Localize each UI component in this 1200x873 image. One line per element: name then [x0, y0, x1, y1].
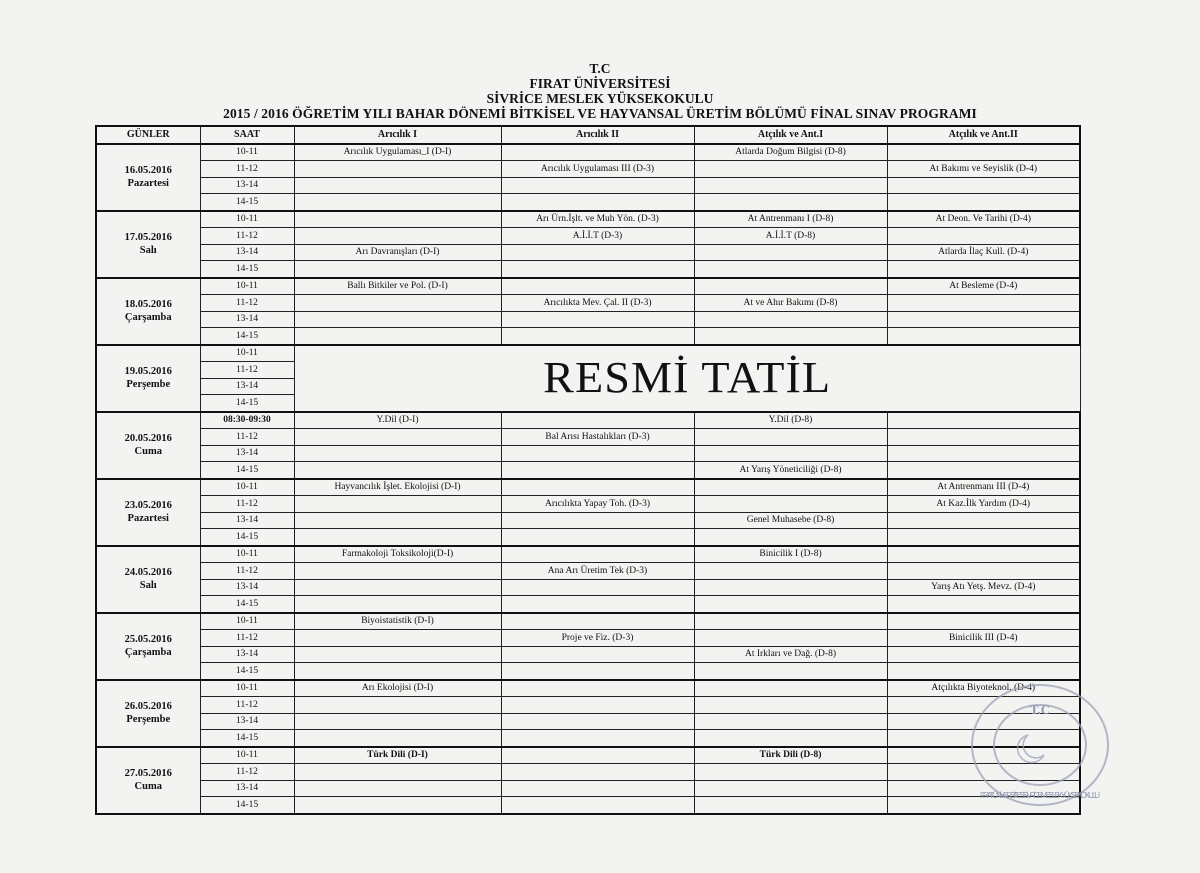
exam-cell: [887, 261, 1080, 278]
day-cell: [96, 546, 200, 613]
exam-cell: [501, 579, 694, 596]
exam-cell: [694, 630, 887, 647]
time-slot-cell: 13-14: [200, 177, 294, 194]
table-row: [96, 161, 1080, 178]
exam-cell: [694, 278, 887, 295]
exam-cell: [501, 479, 694, 496]
time-slot-cell: 11-12: [200, 630, 294, 647]
exam-cell: [294, 579, 501, 596]
day-date: 23.05.2016: [124, 500, 172, 511]
exam-cell: Binicilik III (D-4): [887, 630, 1080, 647]
exam-cell: Atlarda İlaç Kull. (D-4): [887, 244, 1080, 261]
time-slot-cell: 14-15: [200, 395, 294, 412]
time-slot-cell: 13-14: [200, 378, 294, 395]
table-row: [96, 630, 1080, 647]
table-row: [96, 194, 1080, 211]
table-row: [96, 529, 1080, 546]
day-cell: [96, 278, 200, 345]
time-slot-cell: 11-12: [200, 161, 294, 178]
table-row: [96, 780, 1080, 797]
exam-cell: [294, 797, 501, 814]
exam-cell: [294, 646, 501, 663]
exam-cell: [294, 512, 501, 529]
exam-cell: Binicilik I (D-8): [694, 546, 887, 563]
exam-cell: Türk Dili (D-8): [694, 747, 887, 764]
day-date: 19.05.2016: [124, 366, 172, 377]
exam-cell: Atlarda Doğum Bilgisi (D-8): [694, 144, 887, 161]
exam-cell: [694, 797, 887, 814]
exam-cell: [694, 713, 887, 730]
day-cell: [96, 479, 200, 546]
exam-schedule-table: [95, 125, 1081, 815]
exam-cell: A.İ.İ.T (D-8): [694, 228, 887, 245]
exam-cell: [294, 177, 501, 194]
exam-cell: [694, 579, 887, 596]
exam-cell: [694, 161, 887, 178]
exam-cell: [887, 646, 1080, 663]
exam-cell: [887, 295, 1080, 312]
exam-cell: Hayvancılık İşlet. Ekolojisi (D-I): [294, 479, 501, 496]
exam-cell: [294, 211, 501, 228]
table-row: [96, 261, 1080, 278]
column-header-time: SAAT: [200, 126, 294, 144]
time-slot-cell: 14-15: [200, 730, 294, 747]
exam-cell: [294, 596, 501, 613]
exam-cell: Atçılıkta Biyoteknol. (D-4): [887, 680, 1080, 697]
exam-cell: [294, 328, 501, 345]
schedule-body: [96, 144, 1080, 814]
day-weekday: Pazartesi: [127, 513, 169, 524]
day-cell: [96, 747, 200, 814]
exam-cell: Arıcılık Uygulaması_I (D-I): [294, 144, 501, 161]
exam-cell: At Kaz.İlk Yardım (D-4): [887, 496, 1080, 513]
table-row: [96, 563, 1080, 580]
exam-cell: Y.Dil (D-I): [294, 412, 501, 429]
exam-cell: [501, 177, 694, 194]
exam-cell: [501, 462, 694, 479]
exam-cell: [694, 194, 887, 211]
exam-cell: At Besleme (D-4): [887, 278, 1080, 295]
exam-cell: Biyoistatistik (D-I): [294, 613, 501, 630]
day-date: 25.05.2016: [124, 634, 172, 645]
table-row: [96, 445, 1080, 462]
exam-cell: [294, 529, 501, 546]
exam-cell: Ana Arı Üretim Tek (D-3): [501, 563, 694, 580]
exam-cell: At ve Ahır Bakımı (D-8): [694, 295, 887, 312]
exam-cell: [694, 529, 887, 546]
exam-cell: [294, 295, 501, 312]
time-slot-cell: 10-11: [200, 144, 294, 161]
column-header-atcilik-2: Atçılık ve Ant.II: [887, 126, 1080, 144]
time-slot-cell: 10-11: [200, 211, 294, 228]
exam-cell: [294, 311, 501, 328]
exam-cell: [294, 697, 501, 714]
table-row: [96, 512, 1080, 529]
day-weekday: Çarşamba: [124, 647, 172, 658]
holiday-cell: [294, 345, 1080, 412]
exam-cell: Arıcılıkta Mev. Çal. II (D-3): [501, 295, 694, 312]
time-slot-cell: 11-12: [200, 496, 294, 513]
exam-cell: [694, 328, 887, 345]
day-cell: [96, 144, 200, 211]
exam-cell: At Antrenmanı I (D-8): [694, 211, 887, 228]
exam-cell: [887, 529, 1080, 546]
exam-cell: [501, 194, 694, 211]
exam-cell: [887, 328, 1080, 345]
exam-cell: [501, 244, 694, 261]
exam-cell: [501, 596, 694, 613]
exam-cell: [501, 646, 694, 663]
time-slot-cell: 10-11: [200, 479, 294, 496]
column-header-atcilik-1: Atçılık ve Ant.I: [694, 126, 887, 144]
day-weekday: Cuma: [134, 446, 162, 457]
exam-cell: [887, 144, 1080, 161]
exam-cell: [294, 228, 501, 245]
exam-cell: Proje ve Fiz. (D-3): [501, 630, 694, 647]
table-row: [96, 345, 1080, 362]
exam-cell: [694, 613, 887, 630]
exam-cell: At Deon. Ve Tarihi (D-4): [887, 211, 1080, 228]
exam-cell: [501, 697, 694, 714]
time-slot-cell: 10-11: [200, 747, 294, 764]
table-row: [96, 680, 1080, 697]
time-slot-cell: 13-14: [200, 780, 294, 797]
exam-cell: [294, 261, 501, 278]
exam-cell: [887, 445, 1080, 462]
time-slot-cell: 14-15: [200, 328, 294, 345]
time-slot-cell: 14-15: [200, 194, 294, 211]
exam-cell: [501, 680, 694, 697]
exam-cell: [887, 311, 1080, 328]
exam-cell: Türk Dili (D-I): [294, 747, 501, 764]
time-slot-cell: 14-15: [200, 797, 294, 814]
table-row: [96, 747, 1080, 764]
table-row: [96, 177, 1080, 194]
exam-cell: [501, 730, 694, 747]
exam-cell: Arıcılık Uygulaması III (D-3): [501, 161, 694, 178]
exam-cell: At Bakımı ve Seyislik (D-4): [887, 161, 1080, 178]
day-weekday: Cuma: [134, 781, 162, 792]
day-date: 26.05.2016: [124, 701, 172, 712]
table-row: [96, 596, 1080, 613]
day-date: 27.05.2016: [124, 768, 172, 779]
time-slot-cell: 10-11: [200, 680, 294, 697]
stamp-ring-text: FIRAT ÜNİVERSİTESİ SİVRİCE MESLEK YÜKSEKOKULU: [980, 791, 1100, 800]
exam-cell: [501, 261, 694, 278]
time-slot-cell: 10-11: [200, 613, 294, 630]
day-weekday: Çarşamba: [124, 312, 172, 323]
table-row: [96, 144, 1080, 161]
exam-cell: [501, 445, 694, 462]
time-slot-cell: 13-14: [200, 646, 294, 663]
exam-cell: At Irkları ve Dağ. (D-8): [694, 646, 887, 663]
exam-cell: [294, 630, 501, 647]
time-slot-cell: 10-11: [200, 345, 294, 362]
table-row: [96, 764, 1080, 781]
document-header: [0, 61, 1200, 121]
stamp-center-text: T.C: [1029, 702, 1051, 717]
exam-cell: [887, 177, 1080, 194]
time-slot-cell: 14-15: [200, 529, 294, 546]
exam-cell: [294, 730, 501, 747]
exam-cell: [887, 462, 1080, 479]
exam-cell: Genel Muhasebe (D-8): [694, 512, 887, 529]
exam-cell: [294, 563, 501, 580]
day-weekday: Perşembe: [126, 379, 171, 390]
exam-cell: [694, 177, 887, 194]
exam-cell: [887, 596, 1080, 613]
exam-cell: [501, 278, 694, 295]
exam-cell: [294, 429, 501, 446]
exam-cell: [694, 563, 887, 580]
day-cell: [96, 345, 200, 412]
exam-cell: [694, 244, 887, 261]
exam-cell: [294, 713, 501, 730]
exam-cell: [501, 713, 694, 730]
exam-cell: Arı Ekolojisi (D-I): [294, 680, 501, 697]
exam-cell: Ballı Bitkiler ve Pol. (D-I): [294, 278, 501, 295]
column-header-aricilik-2: Arıcılık II: [501, 126, 694, 144]
exam-cell: [887, 663, 1080, 680]
exam-cell: [887, 613, 1080, 630]
exam-cell: [694, 311, 887, 328]
exam-cell: [294, 764, 501, 781]
exam-cell: [694, 780, 887, 797]
exam-cell: Y.Dil (D-8): [694, 412, 887, 429]
exam-cell: [501, 797, 694, 814]
table-row: [96, 211, 1080, 228]
exam-cell: [694, 663, 887, 680]
exam-cell: [694, 479, 887, 496]
column-header-days: GÜNLER: [96, 126, 200, 144]
day-cell: [96, 613, 200, 680]
table-row: [96, 646, 1080, 663]
exam-cell: [694, 697, 887, 714]
exam-cell: [294, 496, 501, 513]
exam-cell: [694, 496, 887, 513]
exam-cell: Bal Arısı Hastalıkları (D-3): [501, 429, 694, 446]
table-row: [96, 462, 1080, 479]
exam-cell: At Yarış Yöneticiliği (D-8): [694, 462, 887, 479]
exam-cell: [501, 764, 694, 781]
exam-cell: [887, 563, 1080, 580]
exam-cell: [501, 780, 694, 797]
exam-cell: A.İ.İ.T (D-3): [501, 228, 694, 245]
day-weekday: Salı: [139, 245, 157, 256]
exam-cell: Arı Davranışları (D-I): [294, 244, 501, 261]
exam-cell: [501, 613, 694, 630]
holiday-label: RESMİ TATİL: [542, 353, 832, 402]
table-row: [96, 228, 1080, 245]
time-slot-cell: 11-12: [200, 295, 294, 312]
exam-cell: [887, 512, 1080, 529]
exam-cell: [294, 462, 501, 479]
time-slot-cell: 13-14: [200, 579, 294, 596]
exam-cell: At Antrenmanı III (D-4): [887, 479, 1080, 496]
exam-cell: [694, 730, 887, 747]
day-cell: [96, 680, 200, 747]
day-weekday: Perşembe: [126, 714, 171, 725]
exam-cell: [501, 529, 694, 546]
table-row: [96, 429, 1080, 446]
exam-cell: Arıcılıkta Yapay Toh. (D-3): [501, 496, 694, 513]
time-slot-cell: 11-12: [200, 697, 294, 714]
day-date: 17.05.2016: [124, 232, 172, 243]
day-cell: [96, 412, 200, 479]
day-date: 16.05.2016: [124, 165, 172, 176]
table-row: [96, 328, 1080, 345]
header-tc: T.C: [589, 61, 611, 76]
exam-cell: [887, 228, 1080, 245]
day-cell: [96, 211, 200, 278]
time-slot-cell: 10-11: [200, 278, 294, 295]
exam-cell: [501, 328, 694, 345]
time-slot-cell: 11-12: [200, 563, 294, 580]
day-date: 20.05.2016: [124, 433, 172, 444]
exam-cell: [501, 663, 694, 680]
exam-cell: [694, 764, 887, 781]
time-slot-cell: 13-14: [200, 445, 294, 462]
exam-cell: [501, 747, 694, 764]
official-seal-stamp: [968, 680, 1113, 810]
exam-cell: Farmakoloji Toksikoloji(D-I): [294, 546, 501, 563]
day-date: 18.05.2016: [124, 299, 172, 310]
table-row: [96, 496, 1080, 513]
header-program-title: 2015 / 2016 ÖĞRETİM YILI BAHAR DÖNEMİ BİTKİSEL VE HAYVANSAL ÜRETİM BÖLÜMÜ FİNAL SINAV PROGRAMI: [223, 106, 977, 121]
day-weekday: Pazartesi: [127, 178, 169, 189]
exam-cell: [887, 194, 1080, 211]
header-school: SİVRİCE MESLEK YÜKSEKOKULU: [486, 91, 714, 106]
table-row: [96, 797, 1080, 814]
time-slot-cell: 13-14: [200, 713, 294, 730]
time-slot-cell: 11-12: [200, 429, 294, 446]
exam-cell: [694, 261, 887, 278]
day-weekday: Salı: [139, 580, 157, 591]
exam-cell: [501, 311, 694, 328]
column-header-aricilik-1: Arıcılık I: [294, 126, 501, 144]
time-slot-cell: 11-12: [200, 362, 294, 379]
exam-cell: Yarış Atı Yetş. Mevz. (D-4): [887, 579, 1080, 596]
exam-cell: [294, 445, 501, 462]
table-row: [96, 412, 1080, 429]
exam-cell: [294, 194, 501, 211]
table-row: [96, 663, 1080, 680]
exam-cell: [887, 412, 1080, 429]
exam-cell: [694, 429, 887, 446]
table-row: [96, 697, 1080, 714]
exam-cell: [887, 429, 1080, 446]
time-slot-cell: 13-14: [200, 244, 294, 261]
table-row: [96, 311, 1080, 328]
time-slot-cell: 11-12: [200, 764, 294, 781]
table-row: [96, 613, 1080, 630]
exam-cell: [887, 546, 1080, 563]
time-slot-cell: 13-14: [200, 512, 294, 529]
table-row: [96, 713, 1080, 730]
exam-cell: Arı Ürn.İşlt. ve Muh Yön. (D-3): [501, 211, 694, 228]
table-row: [96, 546, 1080, 563]
time-slot-cell: 14-15: [200, 261, 294, 278]
table-row: [96, 579, 1080, 596]
exam-cell: [694, 445, 887, 462]
time-slot-cell: 10-11: [200, 546, 294, 563]
table-row: [96, 244, 1080, 261]
time-slot-cell: 14-15: [200, 663, 294, 680]
time-slot-cell: 14-15: [200, 462, 294, 479]
day-date: 24.05.2016: [124, 567, 172, 578]
exam-cell: [694, 680, 887, 697]
exam-cell: [294, 161, 501, 178]
exam-cell: [501, 512, 694, 529]
table-row: [96, 730, 1080, 747]
time-slot-cell: 11-12: [200, 228, 294, 245]
exam-cell: [501, 144, 694, 161]
time-slot-cell: 08:30-09:30: [200, 412, 294, 429]
table-row: [96, 295, 1080, 312]
exam-cell: [294, 780, 501, 797]
table-header-row: [96, 126, 1080, 144]
table-row: [96, 479, 1080, 496]
header-university: FIRAT ÜNİVERSİTESİ: [529, 76, 671, 91]
exam-cell: [294, 663, 501, 680]
exam-cell: [501, 412, 694, 429]
exam-cell: [694, 596, 887, 613]
time-slot-cell: 14-15: [200, 596, 294, 613]
table-row: [96, 278, 1080, 295]
exam-cell: [501, 546, 694, 563]
time-slot-cell: 13-14: [200, 311, 294, 328]
